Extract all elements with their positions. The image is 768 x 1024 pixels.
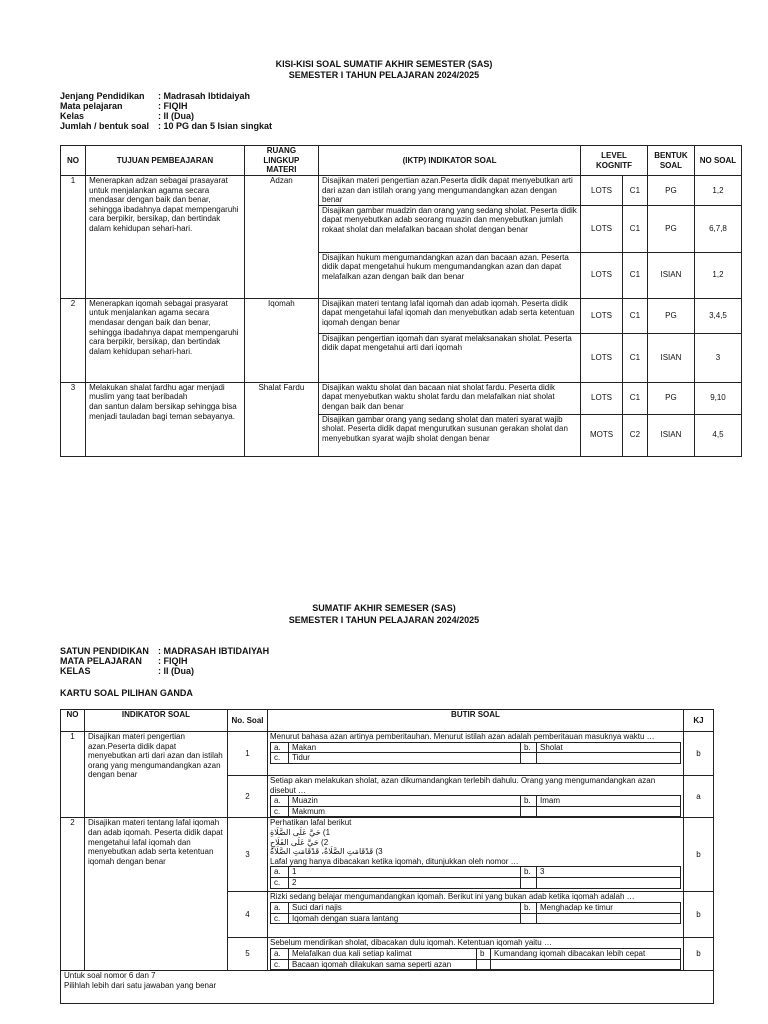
option-b: Sholat xyxy=(537,742,681,753)
options-table xyxy=(270,866,681,888)
meta-value: : Madrasah Ibtidaiyah xyxy=(158,91,251,101)
row-indikator: Disajikan materi tentang lafal iqomah dan adab iqomah. Peserta didik dapat mengetahui lafal iqomah dan menyebutkan adab serta ketentuan iqomah dengan benar xyxy=(85,818,228,971)
question-cell xyxy=(268,732,684,776)
row-no-soal: 1,2 xyxy=(694,252,741,298)
option-b-letter: b. xyxy=(521,867,537,878)
options-table xyxy=(270,902,681,924)
row-c: C1 xyxy=(622,252,647,298)
row-c: C1 xyxy=(622,176,647,206)
row-no-soal: 9,10 xyxy=(694,382,741,414)
option-c: Tidur xyxy=(289,753,521,764)
table-row xyxy=(61,176,742,206)
row-c: C1 xyxy=(622,298,647,333)
options-table xyxy=(270,795,681,817)
arabic-line: 2) حَيَّ عَلَى الفَلَاحِ xyxy=(270,837,329,847)
arabic-line: 1) حَيَّ عَلَى الصَّلَاةِ xyxy=(270,827,331,837)
meta-value: : FIQIH xyxy=(158,101,188,111)
item-no: 1 xyxy=(228,732,268,776)
row-indikator: Disajikan hukum mengumandangkan azan dan bacaan azan. Peserta didik dapat mengetahui hukum mengumandangkan azan dan dapat melafalkan azan dengan baik dan benar xyxy=(318,252,580,298)
option-b: Kumandang iqomah dibacakan lebih cepat xyxy=(491,948,681,959)
arabic-line: 3) قَدْقَامَتِ الصَّلَاةُ، قَدْقَامَتِ الصَّلَاةُ xyxy=(270,847,383,857)
row-indikator: Disajikan materi tentang lafal iqomah dan adab iqomah. Peserta didik dapat mengetahui lafal iqomah dan menyebutkan adab serta ketentuan iqomah dengan benar xyxy=(318,298,580,333)
meta-label: Mata pelajaran xyxy=(60,101,123,111)
option-a: Melafalkan dua kali setiap kalimat xyxy=(289,948,477,959)
kisi-title: KISI-KISI SOAL SUMATIF AKHIR SEMESTER (SAS) xyxy=(275,59,493,69)
row-bentuk: PG xyxy=(647,205,694,252)
col-header-tujuan: TUJUAN PEMBEAJARAN xyxy=(86,146,245,176)
row-no-soal: 6,7,8 xyxy=(694,205,741,252)
row-indikator: Disajikan pengertian iqomah dan syarat melaksanakan sholat. Peserta didik dapat mengetahui arti dari iqomah xyxy=(318,333,580,382)
question-cell xyxy=(268,892,684,938)
row-bentuk: ISIAN xyxy=(647,333,694,382)
row-c: C1 xyxy=(622,205,647,252)
col-header-level: LEVEL KOGNITF xyxy=(581,146,648,176)
meta-value: : 10 PG dan 5 Isian singkat xyxy=(158,121,273,131)
row-level: LOTS xyxy=(581,205,623,252)
row-level: LOTS xyxy=(581,298,623,333)
question-stem: Sebelum mendirikan sholat, dibacakan dulu iqomah. Ketentuan iqomah yaitu … xyxy=(270,938,552,948)
question-cell xyxy=(268,938,684,971)
col-header-kj: KJ xyxy=(684,710,714,732)
row-no: 2 xyxy=(61,298,86,382)
row-materi: Shalat Fardu xyxy=(244,382,318,456)
question-stem: Rizki sedang belajar mengumandangkan iqomah. Berikut ini yang bukan adab ketika iqomah adalah … xyxy=(270,892,635,902)
option-c-letter: c. xyxy=(271,753,289,764)
option-c-letter: c. xyxy=(271,806,289,817)
row-c: C1 xyxy=(622,382,647,414)
option-a-letter: a. xyxy=(271,867,289,878)
option-c-letter: c. xyxy=(271,959,289,970)
row-no-soal: 3,4,5 xyxy=(694,298,741,333)
meta-row xyxy=(60,101,272,111)
row-bentuk: PG xyxy=(647,298,694,333)
kartu-subtitle: SEMESTER I TAHUN PELAJARAN 2024/2025 xyxy=(288,615,480,625)
row-no-soal: 4,5 xyxy=(694,414,741,456)
kartu-meta xyxy=(60,646,269,676)
footer-line: Pilihlah lebih dari satu jawaban yang benar xyxy=(64,980,217,990)
answer-key: b xyxy=(684,732,714,776)
row-tujuan: Menerapkan adzan sebagai prasayarat untuk menjalankan agama secara mendasar dengan baik dan benar, sehingga ibadahnya dapat mempengaruhi cara berpikir, bersikap, dan bertindak dalam kehidupan sehari-hari. xyxy=(86,176,245,299)
item-no: 3 xyxy=(228,818,268,892)
kartu-title: SUMATIF AKHIR SEMESER (SAS) xyxy=(312,603,456,613)
row-bentuk: ISIAN xyxy=(647,414,694,456)
kartu-table xyxy=(60,709,714,1004)
row-indikator: Disajikan materi pengertian azan.Peserta didik dapat menyebutkan arti dari azan dan istilah orang yang mengumandangkan azan dengan benar xyxy=(318,176,580,206)
option-a-letter: a. xyxy=(271,902,289,913)
item-no: 5 xyxy=(228,938,268,971)
kisi-meta xyxy=(60,91,272,131)
row-level: LOTS xyxy=(581,176,623,206)
meta-label: Kelas xyxy=(60,111,85,121)
options-table xyxy=(270,948,681,970)
col-header-no: NO xyxy=(61,146,86,176)
row-no: 1 xyxy=(61,732,85,818)
row-indikator: Disajikan waktu sholat dan bacaan niat sholat fardu. Peserta didik dapat menyebutkan waktu sholat fardu dan melafalkan niat sholat dengan baik dan benar xyxy=(318,382,580,414)
col-header-no: NO xyxy=(61,710,85,732)
row-indikator: Disajikan materi pengertian azan.Peserta didik dapat menyebutkan arti dari azan dan istilah orang yang mengumandangkan azan dengan benar xyxy=(85,732,228,818)
row-indikator: Disajikan gambar muadzin dan orang yang sedang sholat. Peserta didik dapat menyebutkan adab seorang muazin dan menyebutkan jumlah rokaat sholat dan melafalkan bacaan sholat dengan benar xyxy=(318,205,580,252)
meta-value: : II (Dua) xyxy=(158,666,194,676)
row-no-soal: 1,2 xyxy=(694,176,741,206)
row-no: 1 xyxy=(61,176,86,299)
option-c: Bacaan iqomah dilakukan sama seperti azan xyxy=(289,959,477,970)
option-c: Iqomah dengan suara lantang xyxy=(289,913,521,924)
meta-label: Jenjang Pendidikan xyxy=(60,91,145,101)
option-b-letter: b. xyxy=(521,796,537,807)
table-row xyxy=(61,971,714,1004)
row-bentuk: ISIAN xyxy=(647,252,694,298)
footer-note xyxy=(61,971,714,1004)
table-row xyxy=(61,382,742,414)
row-no: 2 xyxy=(61,818,85,971)
meta-row xyxy=(60,656,269,666)
answer-key: b xyxy=(684,818,714,892)
row-level: LOTS xyxy=(581,382,623,414)
meta-row xyxy=(60,666,269,676)
option-a-letter: a. xyxy=(271,948,289,959)
col-header-butir: BUTIR SOAL xyxy=(268,710,684,732)
row-tujuan: Melakukan shalat fardhu agar menjadi muslim yang taat beribadah dan santun dalam bersikap sehingga bisa menjadi tauladan bagi teman sebayanya. xyxy=(86,382,245,456)
item-no: 2 xyxy=(228,776,268,818)
meta-row xyxy=(60,91,272,101)
table-row xyxy=(61,732,714,776)
row-c: C2 xyxy=(622,414,647,456)
kartu-section-label: KARTU SOAL PILIHAN GANDA xyxy=(60,688,193,698)
meta-label: MATA PELAJARAN xyxy=(60,656,142,666)
option-b-letter: b xyxy=(477,948,491,959)
question-cell xyxy=(268,776,684,818)
table-row xyxy=(61,818,714,892)
meta-label: Jumlah / bentuk soal xyxy=(60,121,150,131)
option-c-letter: c. xyxy=(271,913,289,924)
meta-label: KELAS xyxy=(60,666,91,676)
options-table xyxy=(270,742,681,764)
row-indikator: Disajikan gambar orang yang sedang sholat dan materi syarat wajib sholat. Peserta didik dapat mengurutkan susunan gerakan sholat dan menyebutkan syarat wajib sholat dengan benar xyxy=(318,414,580,456)
col-header-materi: RUANG LINGKUP MATERI xyxy=(244,146,318,176)
col-header-no-soal: No. Soal xyxy=(228,710,268,732)
meta-value: : II (Dua) xyxy=(158,111,194,121)
option-a: Suci dari najis xyxy=(289,902,521,913)
option-a: Makan xyxy=(289,742,521,753)
kisi-table xyxy=(60,145,742,457)
option-a: 1 xyxy=(289,867,521,878)
col-header-indikator: INDIKATOR SOAL xyxy=(85,710,228,732)
table-row xyxy=(61,298,742,333)
row-bentuk: PG xyxy=(647,176,694,206)
question-stem-2: Lafal yang hanya dibacakan ketika iqomah, ditunjukkan oleh nomor … xyxy=(270,856,519,866)
col-header-bentuk: BENTUK SOAL xyxy=(647,146,694,176)
option-a-letter: a. xyxy=(271,742,289,753)
row-materi: Iqomah xyxy=(244,298,318,382)
row-level: LOTS xyxy=(581,333,623,382)
question-stem: Perhatikan lafal berikut xyxy=(270,818,352,828)
option-b-letter: b. xyxy=(521,902,537,913)
answer-key: b xyxy=(684,892,714,938)
row-tujuan: Menerapkan iqomah sebagai prasyarat untuk menjalankan agama secara mendasar dengan baik dan benar, sehingga ibadahnya dapat mempengaruhi cara berpikir, bersikap, dan bertindak dalam kehidupan sehari-hari. xyxy=(86,298,245,382)
row-level: LOTS xyxy=(581,252,623,298)
meta-value: : MADRASAH IBTIDAIYAH xyxy=(158,646,270,656)
option-b-letter: b. xyxy=(521,742,537,753)
row-no-soal: 3 xyxy=(694,333,741,382)
answer-key: a xyxy=(684,776,714,818)
option-c-letter: c. xyxy=(271,877,289,888)
row-level: MOTS xyxy=(581,414,623,456)
col-header-indikator: (IKTP) INDIKATOR SOAL xyxy=(318,146,580,176)
option-a: Muazin xyxy=(289,796,521,807)
option-a-letter: a. xyxy=(271,796,289,807)
option-b: Imam xyxy=(537,796,681,807)
meta-value: : FIQIH xyxy=(158,656,188,666)
footer-line: Untuk soal nomor 6 dan 7 xyxy=(64,971,156,981)
meta-row xyxy=(60,111,272,121)
option-c: Makmum xyxy=(289,806,521,817)
question-stem: Menurut bahasa azan artinya pemberitauhan. Menurut istilah azan adalah pemberitauan masuknya waktu … xyxy=(270,732,655,741)
option-b: Menghadap ke timur xyxy=(537,902,681,913)
row-bentuk: PG xyxy=(647,382,694,414)
row-no: 3 xyxy=(61,382,86,456)
option-c: 2 xyxy=(289,877,521,888)
question-stem: Setiap akan melakukan sholat, azan dikumandangkan terlebih dahulu. Orang yang mengumandangkan azan disebut … xyxy=(270,776,656,795)
row-materi: Adzan xyxy=(244,176,318,299)
question-cell xyxy=(268,818,684,892)
meta-label: SATUN PENDIDIKAN xyxy=(60,646,149,656)
option-b: 3 xyxy=(537,867,681,878)
kisi-subtitle: SEMESTER I TAHUN PELAJARAN 2024/2025 xyxy=(288,70,480,80)
col-header-no-soal: NO SOAL xyxy=(694,146,741,176)
row-c: C1 xyxy=(622,333,647,382)
item-no: 4 xyxy=(228,892,268,938)
meta-row xyxy=(60,646,269,656)
meta-row xyxy=(60,121,272,131)
answer-key: b xyxy=(684,938,714,971)
